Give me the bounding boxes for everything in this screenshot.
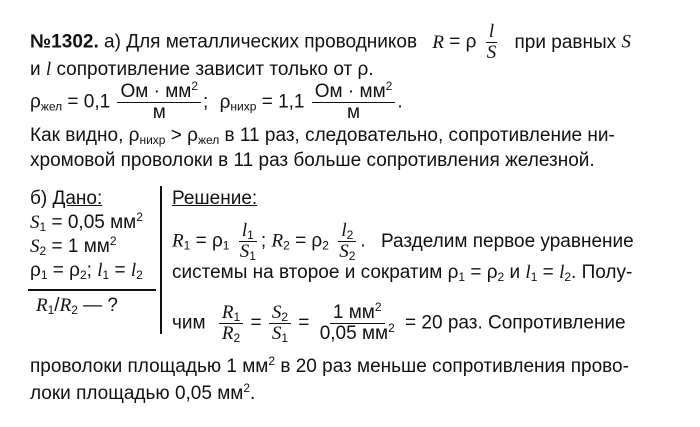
l2-symbol: l [130, 260, 137, 281]
line-a5 [30, 150, 595, 172]
find-r2: R [59, 295, 72, 316]
line-a4 [30, 125, 615, 147]
line-a1 [30, 22, 631, 63]
ratio-s [269, 303, 291, 344]
find-r1-sub: 1 [47, 303, 55, 317]
ratio-r-num-sub: 1 [233, 310, 241, 324]
ratio-s-num: S [271, 302, 282, 323]
sol-line2-l2: l [559, 262, 565, 283]
sol-line2-l1: l [525, 262, 531, 283]
given-s1 [30, 212, 143, 234]
sol-line3-result: = 20 раз. Сопротивление [405, 312, 626, 334]
l-eq: = [114, 260, 126, 281]
rho-ni-value: = 1,1 [261, 91, 305, 113]
sol-eq2: = ρ [295, 230, 323, 252]
ratio-s-num-sub: 2 [281, 310, 289, 324]
sol-line5-end: . [250, 383, 256, 404]
resistance-symbol: R [432, 31, 444, 53]
ratio-values [317, 300, 398, 344]
find-r2-sub: 2 [71, 303, 78, 317]
sol-line5-start: локи площадью 0,05 мм [30, 383, 244, 404]
rho-fe-value: = 0,1 [67, 91, 111, 113]
sol-line2-l2-sub: 2 [564, 270, 572, 284]
rho-fe-sub: жел [40, 99, 63, 114]
sub-nichrome: нихр [139, 133, 166, 147]
sol-line2-and: и [509, 262, 521, 283]
end-dot: . [397, 91, 403, 113]
sol-eq1: = ρ [195, 230, 223, 252]
find-slash: / [54, 295, 60, 316]
given-s2 [30, 236, 117, 258]
find-r1: R [36, 295, 48, 316]
problem-number: №1302. [30, 31, 99, 53]
sol-line2-eq: = ρ [470, 262, 498, 283]
l2-sub: 2 [136, 268, 143, 282]
part-a-label: а) [104, 31, 121, 53]
line-a3 [30, 79, 403, 123]
part-b-label: б) [30, 188, 48, 209]
sol-f1-num: l [241, 220, 248, 241]
separator: ; [203, 91, 209, 113]
given-s1-sub: 1 [39, 220, 47, 234]
ratio-r-num: R [221, 302, 234, 323]
line-a1-tail: при равных [514, 31, 617, 53]
line-a4-end: в 11 раз, следовательно, сопротивление ни- [224, 125, 615, 146]
sol-line5 [30, 383, 255, 405]
fraction-num: l [486, 22, 497, 43]
sol-f1-den: S [239, 241, 250, 262]
sub-iron: жел [197, 133, 220, 147]
rho1-sub: 1 [40, 268, 48, 282]
given-s2-symbol: S [30, 236, 40, 257]
given-heading: Дано: [52, 188, 103, 209]
ratio-r-den-sub: 2 [233, 331, 241, 345]
given-s1-value: = 0,05 мм [51, 212, 137, 233]
rho2-sub: 2 [79, 268, 87, 282]
ratio-s-den-sub: 1 [281, 331, 289, 345]
sol-r2: R [271, 230, 284, 252]
line-a4-start: Как видно, ρ [30, 125, 140, 146]
sol-line2-end: . Полу- [571, 262, 633, 283]
sol-line4-pow: 2 [268, 354, 276, 368]
line-a2 [30, 59, 374, 81]
given-vertical-bar [160, 186, 162, 334]
ratio-values-den-pow: 2 [388, 321, 395, 335]
formula-eq: = ρ [449, 31, 477, 53]
sol-line2-sub1: 1 [458, 270, 466, 284]
l1-symbol: l [97, 260, 103, 281]
ratio-values-num-pow: 2 [374, 300, 382, 314]
sol-r2-sub: 2 [283, 238, 290, 253]
sol-f1-num-sub: 1 [247, 228, 254, 242]
formula-fraction [484, 22, 500, 63]
line-a1-text: Для металлических проводников [126, 31, 418, 53]
given-rho [30, 260, 143, 282]
sol-line4-start: проволоки площадью 1 мм [30, 356, 269, 377]
sol-f2-den: S [339, 241, 349, 262]
sol-line1-text: Разделим первое уравнение [380, 230, 634, 252]
sol-f1-den-sub: 1 [249, 249, 256, 263]
unit-den: м [152, 102, 166, 123]
find-question: — ? [83, 295, 119, 316]
sol-line4 [30, 356, 629, 378]
sol-line2-sub2: 2 [497, 270, 505, 284]
sol-f2-num-sub: 2 [346, 228, 354, 242]
ratio-r [219, 303, 243, 344]
unit-fraction-ni [312, 79, 396, 123]
unit-num: Ом · мм [120, 81, 192, 102]
sol-f2-den-sub: 2 [348, 249, 356, 263]
given-s1-symbol: S [30, 212, 40, 233]
unit-num: Ом · мм [314, 81, 386, 102]
sol-fraction-1 [237, 221, 259, 262]
given-divider [28, 289, 156, 291]
unit-fraction-fe [117, 79, 201, 123]
sol-fraction-2 [336, 221, 358, 262]
and-word: и [30, 59, 41, 80]
area-symbol: S [621, 31, 631, 53]
length-symbol: l [45, 59, 52, 80]
given-title [30, 188, 102, 210]
unit-pow: 2 [385, 79, 393, 93]
sol-line5-pow: 2 [243, 381, 251, 395]
sol-line2-text: системы на второе и сократим ρ [172, 262, 459, 283]
sol-semi: ; [260, 230, 267, 252]
solution-heading: Решение: [172, 188, 258, 209]
find-line [36, 295, 118, 317]
sol-line3-eq1: = [250, 312, 262, 334]
greater-than: > ρ [170, 125, 198, 146]
sol-r1-sub: 1 [183, 238, 191, 253]
ratio-values-num: 1 мм [332, 302, 375, 323]
line-a5-text: хромовой проволоки в 11 раз больше сопротивления железной. [30, 150, 595, 171]
rho-ni-sub: нихр [230, 99, 257, 114]
sol-line2-eq2: = [542, 262, 554, 283]
sol-rho2-sub: 2 [322, 238, 329, 253]
sol-r1: R [172, 230, 184, 252]
given-s2-pow: 2 [109, 234, 117, 248]
line-a2-text: сопротивление зависит только от ρ. [56, 59, 374, 80]
ratio-s-den: S [271, 323, 282, 344]
sol-line2 [172, 262, 632, 284]
sol-line3-prefix: чим [172, 312, 206, 334]
unit-pow: 2 [191, 79, 199, 93]
solution-title [172, 188, 257, 210]
given-semi: ; [86, 260, 92, 281]
rho1-symbol: ρ [30, 260, 41, 281]
given-s2-sub: 2 [39, 244, 47, 258]
rho-eq: = ρ [52, 260, 80, 281]
sol-line1 [172, 221, 634, 262]
sol-line3-eq2: = [298, 312, 310, 334]
sol-line4-end: в 20 раз меньше сопротивления прово- [280, 356, 629, 377]
rho-ni-symbol: ρ [219, 91, 231, 113]
unit-den: м [347, 102, 361, 123]
rho-fe-symbol: ρ [30, 91, 41, 113]
l1-sub: 1 [102, 268, 110, 282]
ratio-values-den: 0,05 мм [319, 323, 389, 344]
sol-line2-l1-sub: 1 [530, 270, 538, 284]
given-s1-pow: 2 [136, 210, 143, 224]
sol-f2-num: l [341, 220, 347, 241]
sol-rho1-sub: 1 [222, 238, 230, 253]
ratio-r-den: R [221, 323, 234, 344]
fraction-den: S [486, 42, 497, 63]
given-s2-value: = 1 мм [51, 236, 110, 257]
sol-line3 [172, 300, 626, 345]
sol-dot: . [360, 230, 366, 252]
